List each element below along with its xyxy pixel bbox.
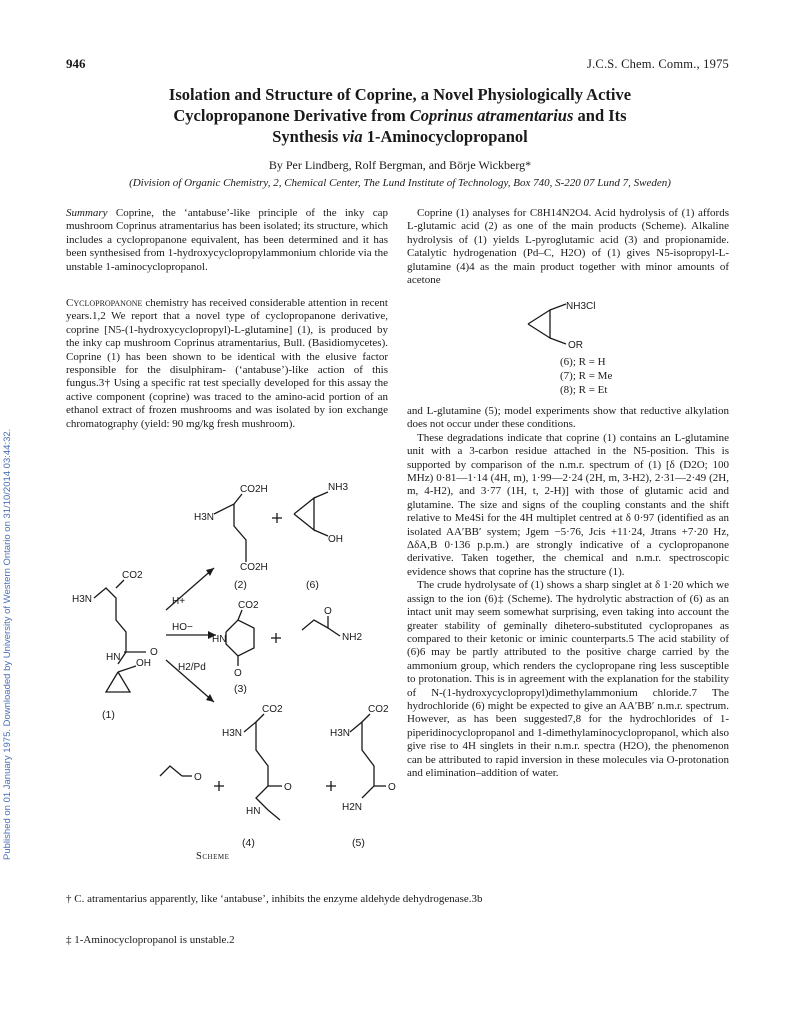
co2-label: CO2 (262, 704, 283, 715)
co2-label: CO2 (238, 600, 259, 611)
title-text: Synthesis (272, 127, 343, 146)
compound-6-label: (6) (306, 579, 319, 591)
summary-paragraph (66, 207, 388, 274)
footnote-dagger: † C. atramentarius apparently, like ‘antabuse’, inhibits the enzyme aldehyde dehydrogenase.3b (66, 893, 483, 905)
co2h-label: CO2H (240, 562, 268, 573)
or-label: OR (568, 340, 583, 350)
h3n-label: H3N (194, 512, 215, 523)
title-line-1: Isolation and Structure of Coprine, a Novel Physiologically Active (168, 85, 632, 104)
o-label: O (194, 772, 202, 783)
intro-paragraph (66, 297, 388, 431)
intro-lead: Cyclopropanone (66, 297, 143, 309)
r-item: (6); R = H (560, 356, 606, 368)
hn-label: HN (246, 806, 261, 817)
r-group-list (560, 355, 612, 397)
compound-5-label: (5) (352, 837, 365, 849)
intro-text: chemistry has received considerable attention in recent years.1,2 We report that a novel type of cyclopropanone derivative, coprine [N5-(1-hydroxycyclopropyl)-L-glutamine] (1), is produced by the inky cap mushroom Coprinus atramentarius, Bull. (Basidiomycetes). Coprine (1) has been shown to be identical with the elusive factor responsible for the disulphiram- (‘antabuse’)-like action of this fungus.3† Using a specific rat test specially developed for this assay the active component (coprine) was traced to the amino-acid portion of an ethanol extract of frozen mushrooms and was isolated by ion exchange chromatography (yield: 90 mg/kg fresh mushroom). (66, 297, 388, 430)
download-notice[interactable]: Published on 01 January 1975. Downloaded by University of Western Ontario on 31/10/2014 03:44:32. (2, 428, 13, 860)
footnote-double-dagger: ‡ 1-Aminocyclopropanol is unstable.2 (66, 934, 235, 946)
title-text: and Its (573, 106, 627, 125)
discussion-column (407, 405, 729, 780)
structure-6-svg (510, 300, 630, 350)
title-via: via (342, 127, 363, 146)
cyclopropane-ring (528, 310, 550, 338)
discussion-paragraph: The crude hydrolysate of (1) shows a sharp singlet at δ 1·20 which we assign to the ion (6)‡ (Scheme). The hydrolytic abstraction of (6) as an intact unit may seem somewhat surprising, even taking into account the greater stability of geminally dihetero-substituted cyclopropanes as compared to their ketonic or iminic counterparts.5 The acid stability of (6)6 may be partly attributed to the positive charge carried by the ammonium group, which renders the cyclopropane ring less susceptible to protonation. This is in agreement with the explanation for the stability of N-(1-hydroxycyclopropyl)dimethylammonium chloride.7 The hydrochloride (6) might be expected to give an AA′BB′ n.m.r. spectrum. However, as has been suggested7,8 for the hydrochlorides of 1-piperidinocyclopropanol and 1-dimethylaminocyclopropanol, which also give rise to 4H singlets in their n.m.r. spectra (H2O), the phenomenon can be attributed to rapid inversion in these molecules via O-protonation and elimination–addition of water. (407, 579, 729, 779)
h3n-label: H3N (72, 594, 93, 605)
bond-n (550, 304, 566, 310)
analysis-paragraph: Coprine (1) analyses for C8H14N2O4. Acid hydrolysis of (1) affords L-glutamic acid (2) as one of the main products (Scheme). Alkaline hydrolysis of (1) yields L-pyroglutamic acid (3) and propionamide. Catalytic hydrogenation (Pd–C, H2O) of (1) gives N5-isopropyl-L-glutamine (4)4 as the main product together with minor amounts of acetone (407, 207, 729, 287)
nh3-label: NH3 (328, 482, 349, 493)
compound-4-label: (4) (242, 837, 255, 849)
o-label: O (150, 647, 158, 658)
author-affiliation: (Division of Organic Chemistry, 2, Chemical Center, The Lund Institute of Technology, Box 740, S-220 07 Lund 7, Sweden) (129, 177, 671, 189)
co2-label: CO2 (122, 570, 143, 581)
h3n-label: H3N (330, 728, 351, 739)
discussion-paragraph: These degradations indicate that coprine (1) contains an L-glutamine unit with a 3-carbon residue attached in the N5-position. This is supported by comparison of the n.m.r. spectrum of (1) [δ (D2O; 100 MHz) 0·81—1·14 (4H, m), 1·99—2·24 (2H, m, 3-H2), 2·31—2·49 (2H, m, 4-H2), and 3·77 (1H, t, 2-H)] with those of glutamic acid and glutamine. The size and signs of the coupling constants and the shift relative to Me4Si for the 4H multiplet centred at δ 0·97 (identified as an isolated AA′BB′ system; Jgem −5·76, Jcis +11·24, Jtrans +7·20 Hz, ΔδA,B 0·136 p.p.m.) are strongly indicative of a cyclopropanone derivative. Taken together, the chemical and n.m.r. spectroscopic evidence shows that coprine has the structure (1). (407, 431, 729, 578)
compound-1-label: (1) (102, 709, 115, 721)
title-line-2 (60, 105, 740, 126)
h3n-label: H3N (222, 728, 243, 739)
reagent-acid: H+ (172, 596, 186, 607)
o-label: O (234, 668, 242, 679)
compound-3-label: (3) (234, 683, 247, 695)
bond-o (550, 338, 566, 344)
co2-label: CO2 (368, 704, 389, 715)
compound-2-label: (2) (234, 579, 247, 591)
nh2-label: NH2 (342, 632, 363, 643)
page-number: 946 (66, 56, 86, 71)
journal-header: J.C.S. Chem. Comm., 1975 (587, 57, 729, 71)
r-item: (7); R = Me (560, 370, 613, 382)
hn-label: HN (106, 652, 121, 663)
title-text: Cyclopropanone Derivative from (173, 106, 410, 125)
nh3cl-label: NH3Cl (566, 301, 596, 312)
author-byline: By Per Lindberg, Rolf Bergman, and Börje Wickberg* (268, 158, 532, 172)
oh-label: OH (328, 534, 343, 545)
reaction-scheme (66, 470, 396, 850)
reagent-base: HO− (172, 622, 193, 633)
hn-label: HN (212, 634, 227, 645)
co2h-label: CO2H (240, 484, 268, 495)
summary-label: Summary (66, 207, 108, 219)
discussion-paragraph: and L-glutamine (5); model experiments show that reductive alkylation does not occur under these conditions. (407, 405, 729, 431)
o-label: O (324, 606, 332, 617)
scheme-caption: Scheme (196, 851, 230, 862)
summary-text: Coprine, the ‘antabuse’-like principle of the inky cap mushroom Coprinus atramentarius has been isolated; its structure, which includes a cyclopropanone equivalent, has been determined and it has been synthesised from 1-hydroxycyclopropylammonium chloride via the unstable 1-aminocyclopropanol. (66, 207, 388, 273)
reagent-hydrogenation: H2/Pd (178, 662, 206, 673)
article-title (60, 84, 740, 147)
r-item: (8); R = Et (560, 384, 608, 396)
o-label: O (284, 782, 292, 793)
o-label: O (388, 782, 396, 793)
title-species: Coprinus atramentarius (409, 106, 574, 125)
oh-label: OH (136, 658, 151, 669)
h2n-label: H2N (342, 802, 363, 813)
title-line-3 (60, 126, 740, 147)
title-text: 1-Aminocyclopropanol (362, 127, 528, 146)
